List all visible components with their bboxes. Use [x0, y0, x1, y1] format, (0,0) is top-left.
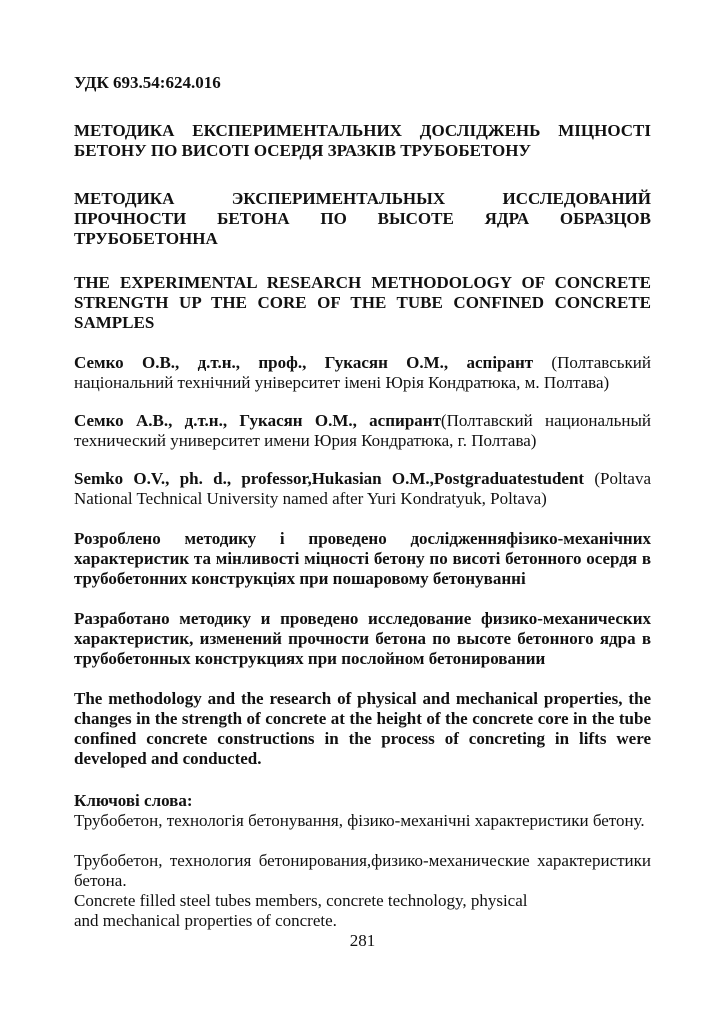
title-russian	[74, 189, 651, 249]
title-english	[74, 273, 651, 333]
title-line: БЕТОНУ ПО ВИСОТІ ОСЕРДЯ ЗРАЗКІВ ТРУБОБЕТОНУ	[74, 141, 531, 160]
keywords-ukrainian: Трубобетон, технологія бетонування, фізико-механічні характеристики бетону.	[74, 811, 645, 830]
authors-ukrainian	[74, 353, 651, 393]
abstract-ukrainian: Розроблено методику і проведено дослідженняфізико-механічних характеристик та мінливості міцності бетону по висоті бетонного осердя в трубобетонних конструкціях при пошаровому бетонуванні	[74, 529, 651, 588]
keywords-english	[74, 891, 651, 931]
title-line: МЕТОДИКА ЕКСПЕРИМЕНТАЛЬНИХ ДОСЛІДЖЕНЬ МІЦНОСТІ	[74, 121, 651, 140]
author-names: Semko O.V., ph. d., professor,Hukasian O.M.,Postgraduatestudent	[74, 469, 585, 488]
author-affiliation: (Полтавський національний технічний університет імені Юрія Кондратюка, м. Полтава)	[74, 353, 651, 392]
keywords-line: Concrete filled steel tubes members, concrete technology, physical	[74, 891, 528, 910]
title-line: ПРОЧНОСТИ БЕТОНА ПО ВЫСОТЕ ЯДРА ОБРАЗЦОВ	[74, 209, 651, 228]
page-number: 281	[349, 931, 376, 950]
title-line: ТРУБОБЕТОННА	[74, 229, 218, 248]
keywords-russian: Трубобетон, технология бетонирования,физико-механические характеристики бетона.	[74, 851, 651, 890]
author-names: Семко А.В., д.т.н., Гукасян О.М., аспирант	[74, 411, 441, 430]
title-ukrainian	[74, 121, 651, 161]
author-names: Семко О.В., д.т.н., проф., Гукасян О.М., аспірант	[74, 353, 534, 372]
udk-code: УДК 693.54:624.016	[74, 73, 221, 92]
abstract-english: The methodology and the research of physical and mechanical properties, the changes in the strength of concrete at the height of the concrete core in the tube confined concrete constructions in the process of concreting in lifts were developed and conducted.	[74, 689, 651, 768]
keywords-line: and mechanical properties of concrete.	[74, 911, 337, 930]
authors-russian	[74, 411, 651, 451]
title-line: МЕТОДИКА ЭКСПЕРИМЕНТАЛЬНЫХ ИССЛЕДОВАНИЙ	[74, 189, 651, 208]
title-line: THE EXPERIMENTAL RESEARCH METHODOLOGY OF CONCRETE	[74, 273, 651, 292]
author-affiliation: (Полтавский национальный технический университет имени Юрия Кондратюка, г. Полтава)	[74, 411, 651, 450]
abstract-russian: Разработано методику и проведено исследование физико-механических характеристик, изменений прочности бетона по высоте бетонного ядра в трубобетонных конструкциях при послойном бетонировании	[74, 609, 651, 668]
authors-english	[74, 469, 651, 509]
title-line: SAMPLES	[74, 313, 155, 332]
title-line: STRENGTH UP THE CORE OF THE TUBE CONFINED CONCRETE	[74, 293, 651, 312]
keywords-heading: Ключові слова:	[74, 791, 193, 810]
author-affiliation: (Poltava National Technical University named after Yuri Kondratyuk, Poltava)	[74, 469, 651, 508]
